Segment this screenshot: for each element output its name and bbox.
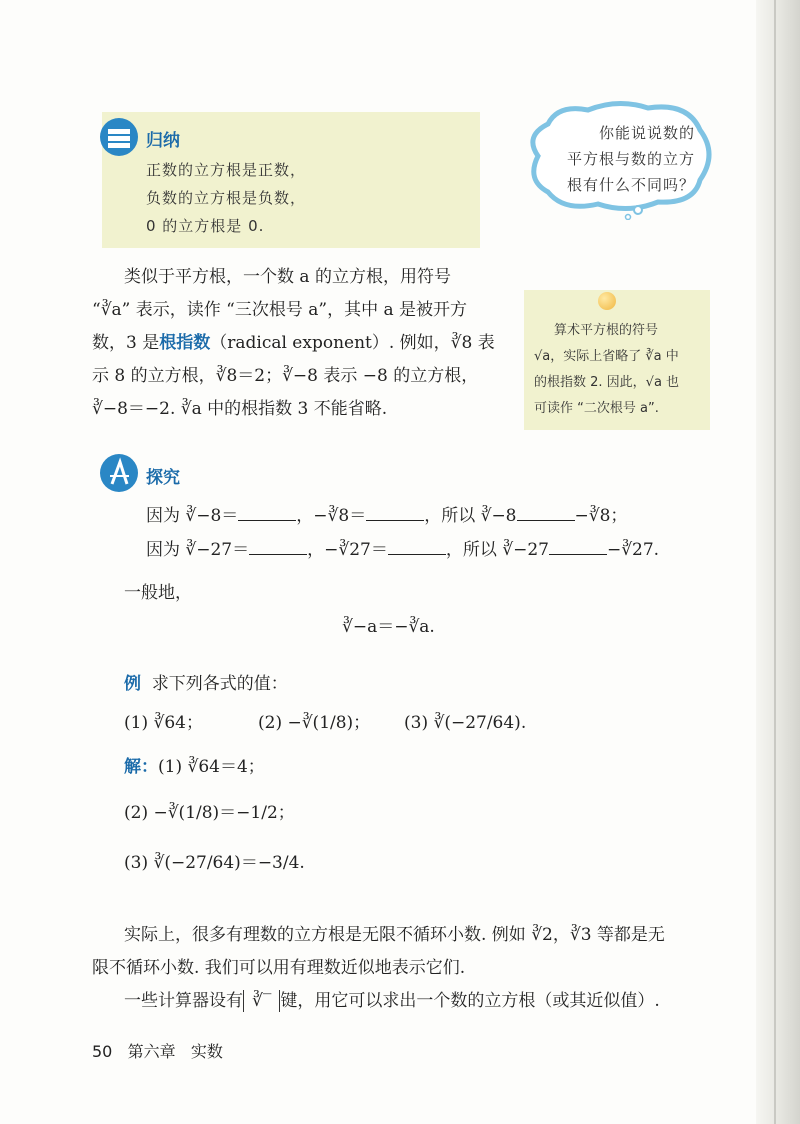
question-1: (1) ∛64； [124,713,203,733]
summary-book-icon [100,118,138,156]
intro-line-4: 示 8 的立方根，∛8＝2；∛−8 表示 −8 的立方根， [92,366,479,386]
cloud-text: 你能说说数的 平方根与数的立方 根有什么不同吗？ [566,124,695,194]
example-label: 例 [124,674,141,694]
explore-row-1: 因为 ∛−8＝ ，−∛8＝ ，所以 ∛−8 −∛8； [146,506,628,526]
intro-line-5: ∛−8＝−2. ∛a 中的根指数 3 不能省略. [92,399,388,419]
solution-3: (3) ∛(−27/64)＝−3/4. [124,853,305,873]
page-edge [756,0,800,1124]
summary-title: 归纳 [146,131,180,151]
sun-icon [598,292,616,310]
summary-text: 正数的立方根是正数， 负数的立方根是负数， 0 的立方根是 0. [146,161,307,235]
explore-title: 探究 [146,468,180,488]
answer-blank[interactable] [238,504,296,521]
intro-line-3: 数，3 是根指数（radical exponent）. 例如，∛8 表 [92,333,495,353]
page-number: 50 [92,1042,113,1061]
answer-blank[interactable] [366,504,424,521]
general-formula: ∛−a＝−∛a. [342,617,435,637]
question-2: (2) −∛(1/8)； [258,713,371,733]
page-footer [92,1039,223,1062]
general-label: 一般地， [124,583,192,603]
keyword-radical-exponent: 根指数 [159,333,211,353]
chapter-title: 实数 [190,1042,223,1061]
outro-line-2: 限不循环小数. 我们可以用有理数近似地表示它们. [92,958,466,978]
answer-blank[interactable] [517,504,575,521]
answer-blank[interactable] [549,538,607,555]
explore-row-2: 因为 ∛−27＝ ，−∛27＝ ，所以 ∛−27 −∛27. [146,540,660,560]
outro-line-1: 实际上，很多有理数的立方根是无限不循环小数. 例如 ∛2，∛3 等都是无 [124,925,665,945]
question-3: (3) ∛(−27/64). [404,713,527,733]
solution-1: 解：(1) ∛64＝4； [124,757,265,777]
answer-blank[interactable] [388,538,446,555]
solution-label: 解： [124,757,158,777]
intro-line-2: “∛a” 表示，读作 “三次根号 a”，其中 a 是被开方 [92,300,468,320]
explore-compass-icon [100,454,138,492]
solution-2: (2) −∛(1/8)＝−1/2； [124,803,295,823]
outro-line-3: 一些计算器设有 ∛‾ 键，用它可以求出一个数的立方根（或其近似值）. [124,991,660,1011]
intro-line-1: 类似于平方根，一个数 a 的立方根，用符号 [124,267,451,287]
answer-blank[interactable] [249,538,307,555]
side-note-text: 算术平方根的符号 √a，实际上省略了 ∛a 中 的根指数 2. 因此，√a 也 可读作 “二次根号 a”. [534,323,680,416]
chapter-label: 第六章 [127,1042,176,1061]
cube-root-key: ∛‾ [243,990,280,1012]
example-heading: 例 求下列各式的值： [124,674,288,694]
